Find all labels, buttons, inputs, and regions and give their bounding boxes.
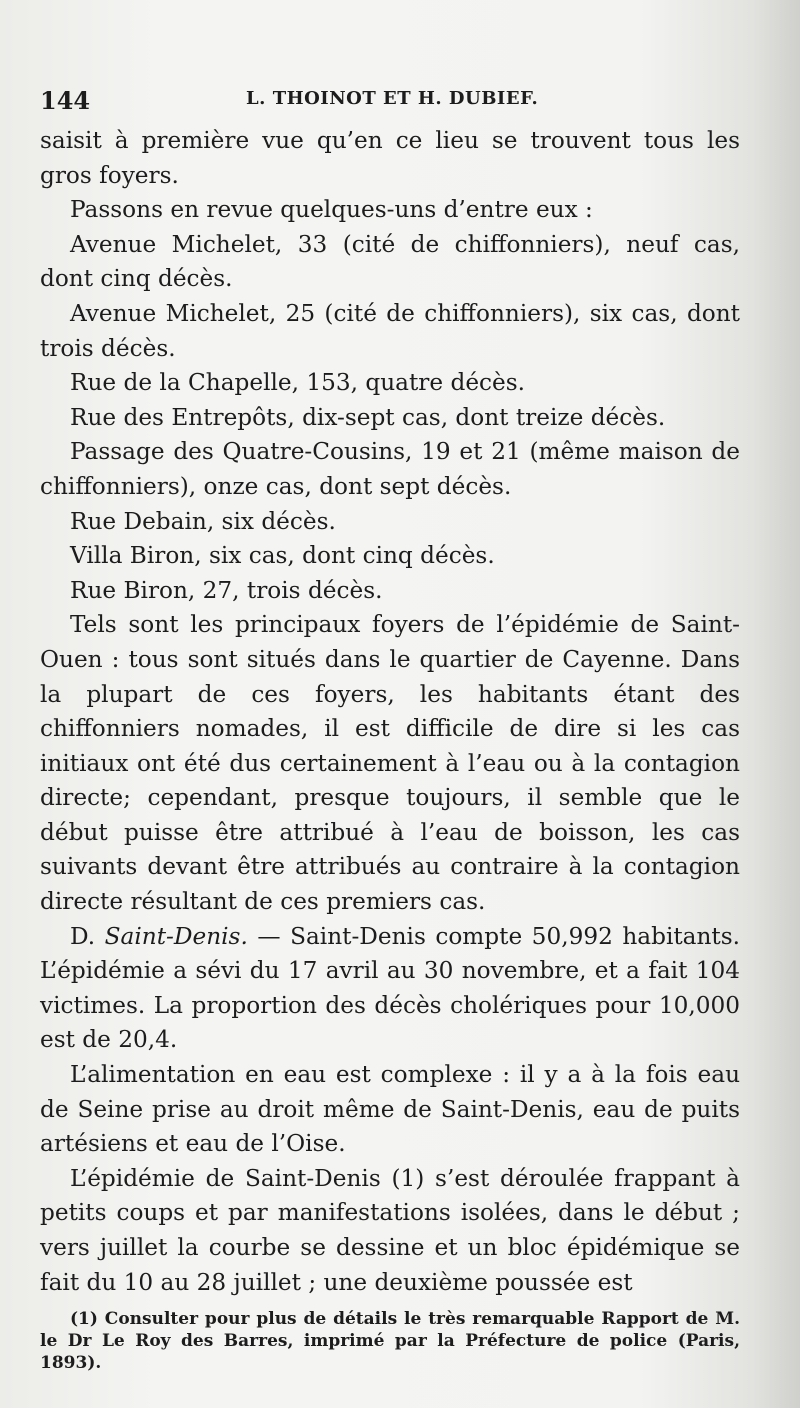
list-item: Avenue Michelet, 33 (cité de chiffonniers), neuf cas, dont cinq décès.	[40, 230, 740, 293]
running-title: L. THOINOT ET H. DUBIEF.	[246, 88, 539, 109]
section-paragraph	[40, 920, 740, 1058]
body-text	[40, 124, 740, 1300]
list-item: Rue de la Chapelle, 153, quatre décès.	[70, 369, 526, 397]
list-item: Avenue Michelet, 25 (cité de chiffonniers), six cas, dont trois décès.	[40, 299, 740, 362]
list-item: Passage des Quatre-Cousins, 19 et 21 (même maison de chiffonniers), onze cas, dont sept décès.	[40, 438, 740, 500]
list-item: Villa Biron, six cas, dont cinq décès.	[70, 542, 495, 570]
paragraph: L’épidémie de Saint-Denis (1) s’est déroulée frappant à petits coups et par manifestations isolées, dans le début ; vers juillet la courbe se dessine et un bloc épidémique se fait du 10 au 28 juillet ; une deuxième poussée est	[40, 1164, 740, 1296]
list-item: Rue Debain, six décès.	[70, 507, 336, 535]
section-text: — Saint-Denis compte 50,992 habitants. L’épidémie a sévi du 17 avril au 30 novembre, et a fait 104 victimes. La proportion des décès cholériques pour 10,000 est de 20,4.	[40, 922, 741, 1054]
section-letter: D.	[70, 922, 96, 950]
paragraph: L’alimentation en eau est complexe : il y a à la fois eau de Seine prise au droit même de Saint-Denis, eau de puits artésiens et eau de l’Oise.	[40, 1061, 740, 1158]
list-item: Rue Biron, 27, trois décès.	[70, 576, 383, 604]
page-header	[40, 86, 740, 116]
section-heading: Saint-Denis.	[104, 922, 248, 950]
list-item: Rue des Entrepôts, dix-sept cas, dont treize décès.	[70, 403, 666, 431]
paragraph: Tels sont les principaux foyers de l’épidémie de Saint-Ouen : tous sont situés dans le quartier de Cayenne. Dans la plupart de ces foyers, les habitants étant des chiffonniers nomades, il est difficile de dire si les cas initiaux ont été dus certainement à l’eau ou à la contagion directe; cependant, presque toujours, il semble que le début puisse être attribué à l’eau de boisson, les cas suivants devant être attribués au contraire à la contagion directe résultant de ces premiers cas.	[40, 611, 740, 916]
footnote: (1) Consulter pour plus de détails le très remarquable Rapport de M. le Dr Le Roy des Barres, imprimé par la Préfecture de police (Paris, 1893).	[40, 1309, 740, 1373]
paragraph: saisit à première vue qu’en ce lieu se trouvent tous les gros foyers.	[40, 127, 740, 189]
page-number: 144	[40, 86, 91, 115]
paragraph: Passons en revue quelques-uns d’entre eux :	[70, 196, 593, 224]
